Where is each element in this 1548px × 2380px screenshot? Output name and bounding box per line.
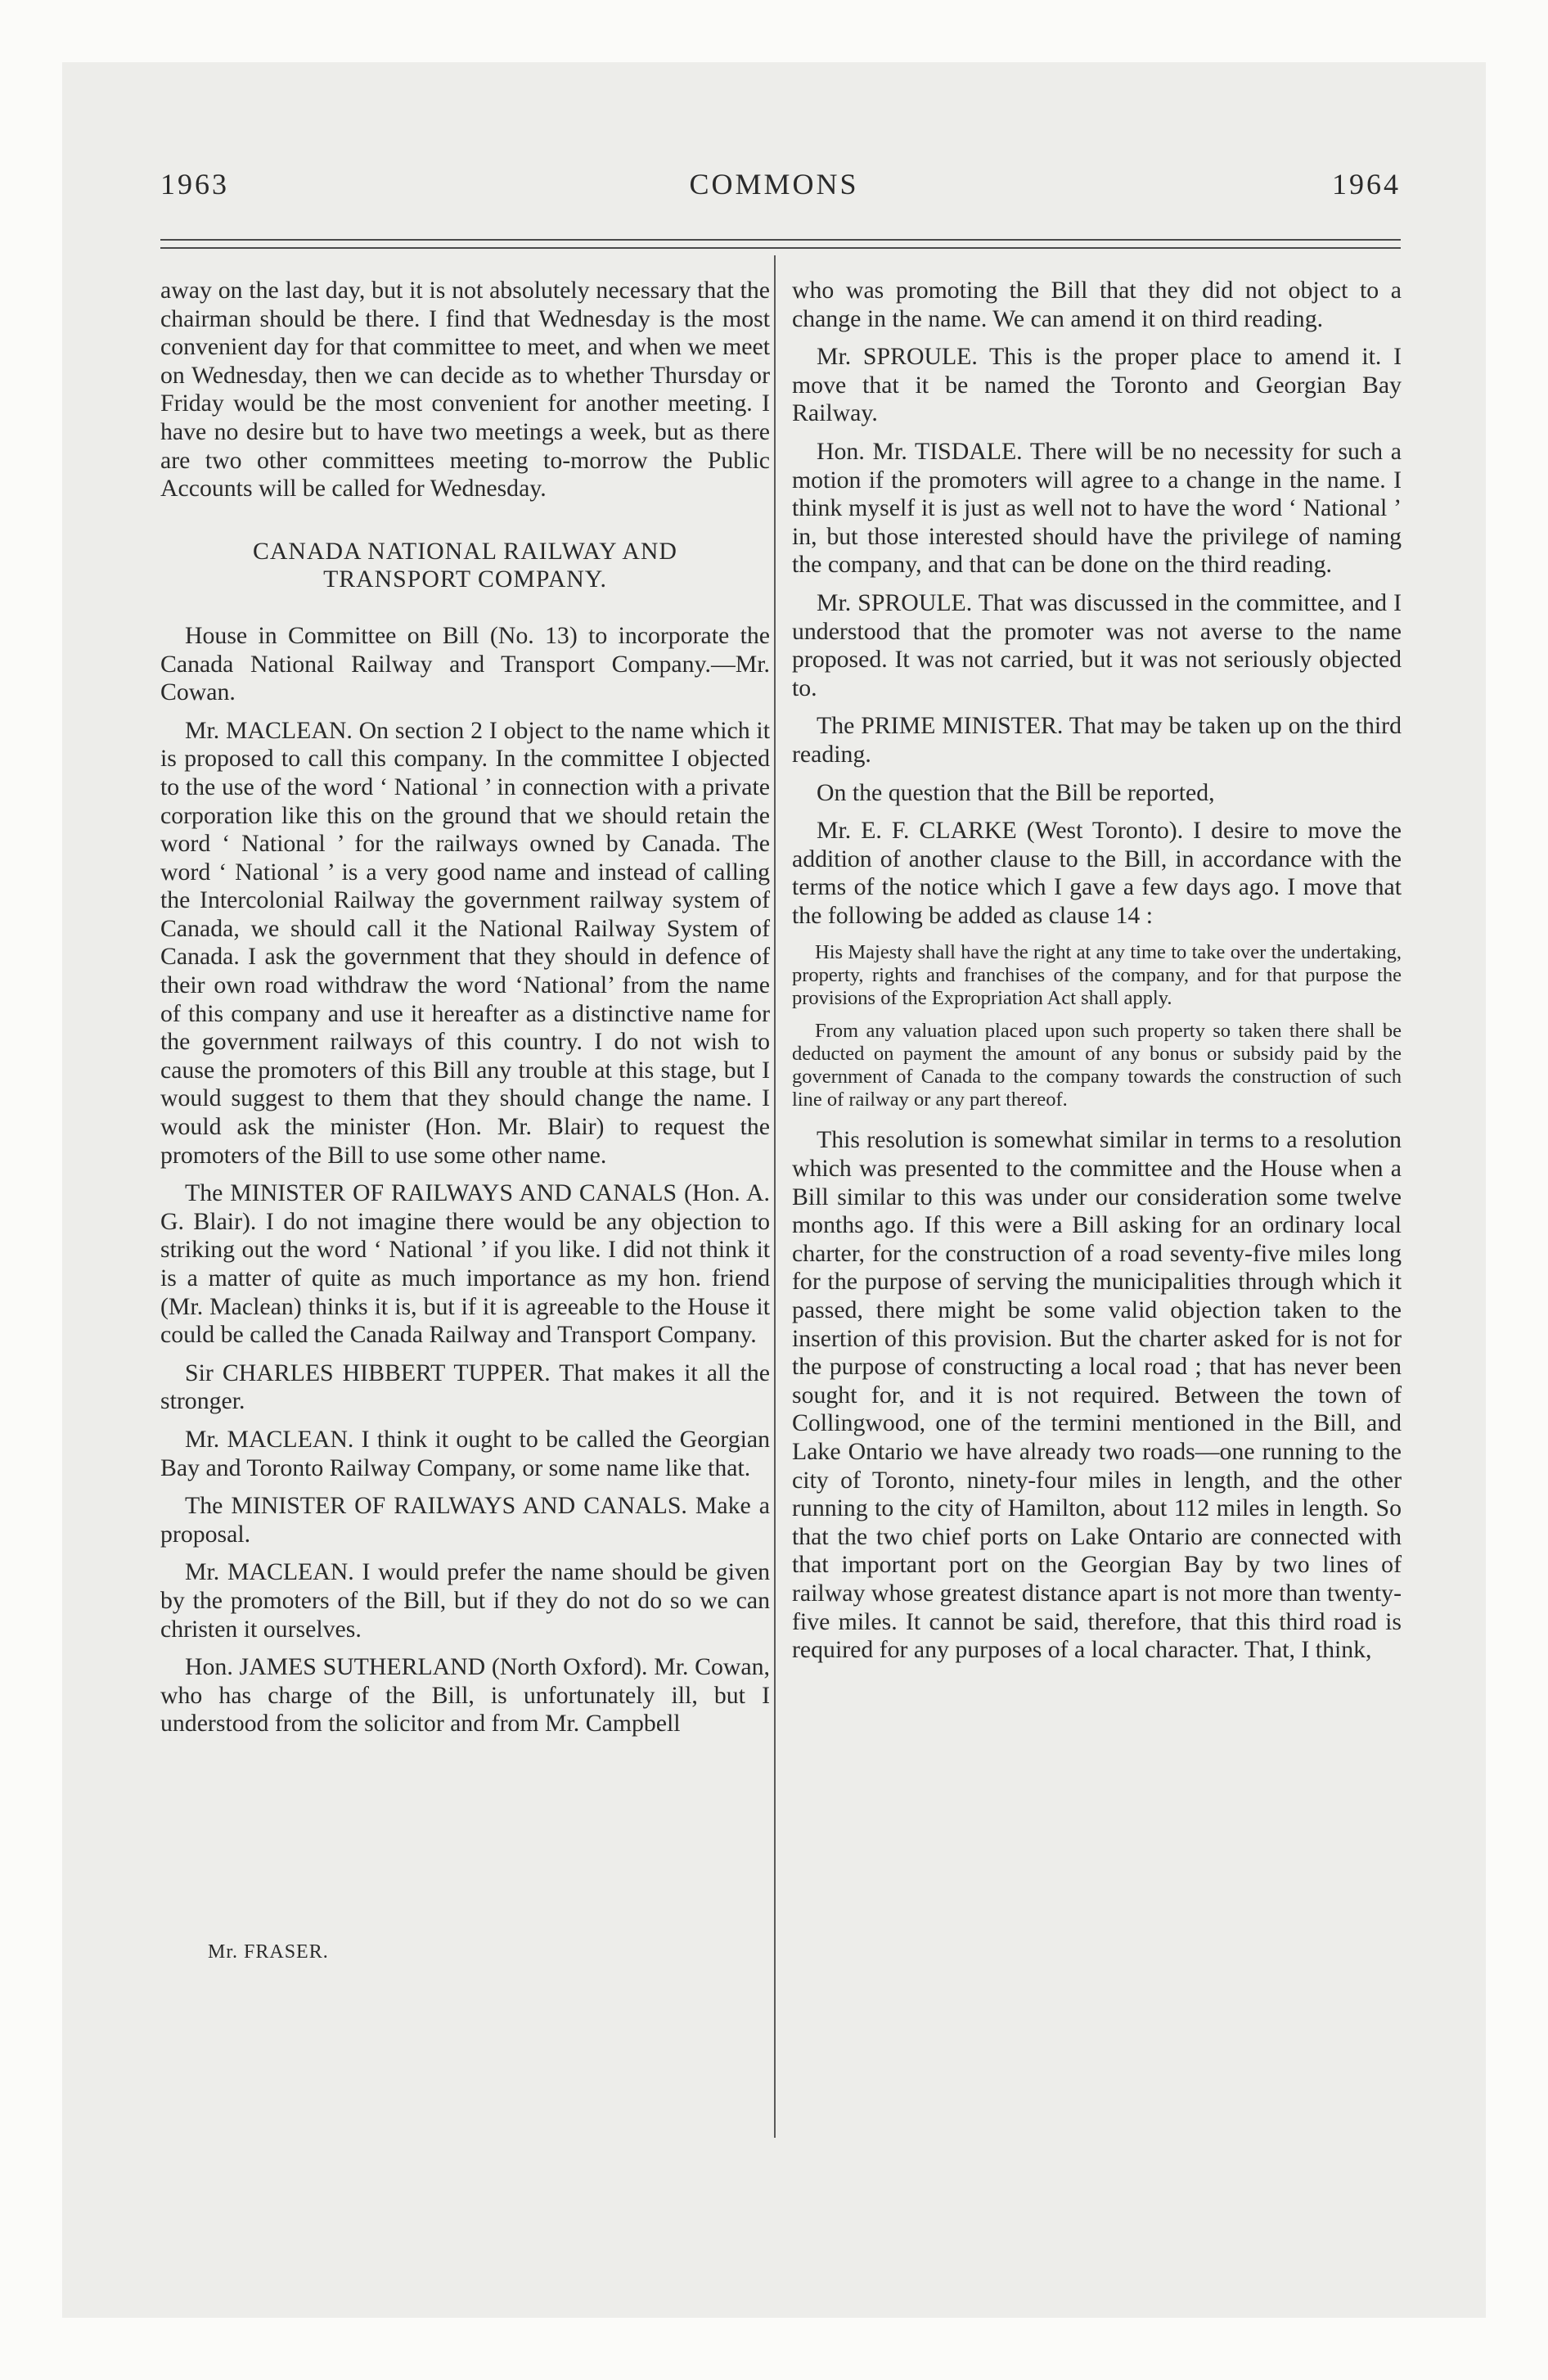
- quoted-clause: [792, 941, 1402, 1111]
- quoted-paragraph: His Majesty shall have the right at any time to take over the undertaking, property, rights and franchises of the company, and for that purpose the provisions of the Expropriation Act shall apply.: [792, 941, 1402, 1010]
- header-rule-bottom: [160, 247, 1401, 249]
- paragraph: Mr. MACLEAN. I would prefer the name should be given by the promoters of the Bill, but if they do not do so we can christen it ourselves.: [160, 1558, 770, 1643]
- paragraph: This resolution is somewhat similar in terms to a resolution which was presented to the committee and the House when a Bill similar to this was under our consideration some twelve months ago. If this were a Bill asking for an ordinary local charter, for the construction of a road seventy-five miles long for the purpose of serving the municipalities through which it passed, there might be some valid objection taken to the insertion of this provision. But the charter asked for is not for the purpose of constructing a local road ; that has never been sought for, and it is not required. Between the town of Collingwood, one of the termini mentioned in the Bill, and Lake Ontario we have already two roads—one running to the city of Toronto, ninety-four miles in length, and the other running to the city of Hamilton, about 112 miles in length. So that the two chief ports on Lake Ontario are connected with that important port on the Georgian Bay by two lines of railway whose greatest distance apart is not more than twenty-five miles. It cannot be said, therefore, that this third road is required for any purposes of a local character. That, I think,: [792, 1126, 1402, 1664]
- right-page-number: 1964: [1332, 168, 1401, 201]
- paragraph: The PRIME MINISTER. That may be taken up on the third reading.: [792, 712, 1402, 768]
- page: [62, 62, 1486, 2318]
- paragraph: House in Committee on Bill (No. 13) to incorporate the Canada National Railway and Transport Company.—Mr. Cowan.: [160, 621, 770, 706]
- section-heading-line: TRANSPORT COMPANY.: [323, 566, 607, 593]
- page-header: [62, 167, 1486, 216]
- paragraph: Mr. MACLEAN. On section 2 I object to the name which it is proposed to call this company. In the committee I objected to the use of the word ‘ National ’ in connection with a private corporation like this on the ground that we should retain the word ‘ National ’ for the railways owned by Canada. The word ‘ National ’ is a very good name and instead of calling the Intercolonial Railway the government railway system of Canada, we should call it the National Railway System of Canada. I ask the government that they should in defence of their own road withdraw the word ‘National’ from the name of this company and use it hereafter as a distinctive name for the government railways of this country. I do not wish to cause the promoters of this Bill any trouble at this stage, but I would suggest to them that they should change the name. I would ask the minister (Hon. Mr. Blair) to request the promoters of the Bill to use some other name.: [160, 716, 770, 1169]
- paragraph: The MINISTER OF RAILWAYS AND CANALS. Make a proposal.: [160, 1492, 770, 1548]
- left-page-number: 1963: [160, 168, 229, 201]
- column-divider: [774, 255, 776, 2138]
- paragraph: On the question that the Bill be reported,: [817, 778, 1215, 806]
- header-rule-top: [160, 239, 1401, 241]
- paragraph: Mr. SPROULE. This is the proper place to amend it. I move that it be named the Toronto and Georgian Bay Railway.: [792, 343, 1402, 427]
- paragraph: Hon. Mr. TISDALE. There will be no necessity for such a motion if the promoters will agree to a change in the name. I think myself it is just as well not to have the word ‘ National ’ in, but those interested should have the privilege of naming the company, and that can be done on the third reading.: [792, 437, 1402, 579]
- paragraph: Hon. JAMES SUTHERLAND (North Oxford). Mr. Cowan, who has charge of the Bill, is unfortunately ill, but I understood from the solicitor and from Mr. Campbell: [160, 1653, 770, 1738]
- paragraph: who was promoting the Bill that they did not object to a change in the name. We can amend it on third reading.: [792, 277, 1402, 332]
- running-title: COMMONS: [689, 168, 859, 201]
- paragraph: Mr. MACLEAN. I think it ought to be called the Georgian Bay and Toronto Railway Company, or some name like that.: [160, 1425, 770, 1481]
- section-heading: [160, 538, 770, 594]
- footer-speaker: Mr. FRASER.: [208, 1941, 329, 1963]
- left-column: [160, 277, 770, 1748]
- paragraph: Sir CHARLES HIBBERT TUPPER. That makes it all the stronger.: [160, 1359, 770, 1415]
- quoted-paragraph: From any valuation placed upon such property so taken there shall be deducted on payment the amount of any bonus or subsidy paid by the government of Canada to the company towards the construction of such line of railway or any part thereof.: [792, 1020, 1402, 1111]
- right-column: [792, 277, 1402, 1675]
- paragraph: Mr. SPROULE. That was discussed in the committee, and I understood that the promoter was not averse to the name proposed. It was not carried, but it was not seriously objected to.: [792, 588, 1402, 701]
- section-heading-line: CANADA NATIONAL RAILWAY AND: [253, 537, 677, 565]
- paragraph: away on the last day, but it is not absolutely necessary that the chairman should be there. I find that Wednesday is the most convenient day for that committee to meet, and when we meet on Wednesday, then we can decide as to whether Thursday or Friday would be the most convenient for another meeting. I have no desire but to have two meetings a week, but as there are two other committees meeting to-morrow the Public Accounts will be called for Wednesday.: [160, 277, 770, 503]
- paragraph: Mr. E. F. CLARKE (West Toronto). I desire to move the addition of another clause to the Bill, in accordance with the terms of the notice which I gave a few days ago. I move that the following be added as clause 14 :: [792, 817, 1402, 929]
- paragraph: The MINISTER OF RAILWAYS AND CANALS (Hon. A. G. Blair). I do not imagine there would be any objection to striking out the word ‘ National ’ if you like. I did not think it is a matter of quite as much importance as my hon. friend (Mr. Maclean) thinks it is, but if it is agreeable to the House it could be called the Canada Railway and Transport Company.: [160, 1179, 770, 1349]
